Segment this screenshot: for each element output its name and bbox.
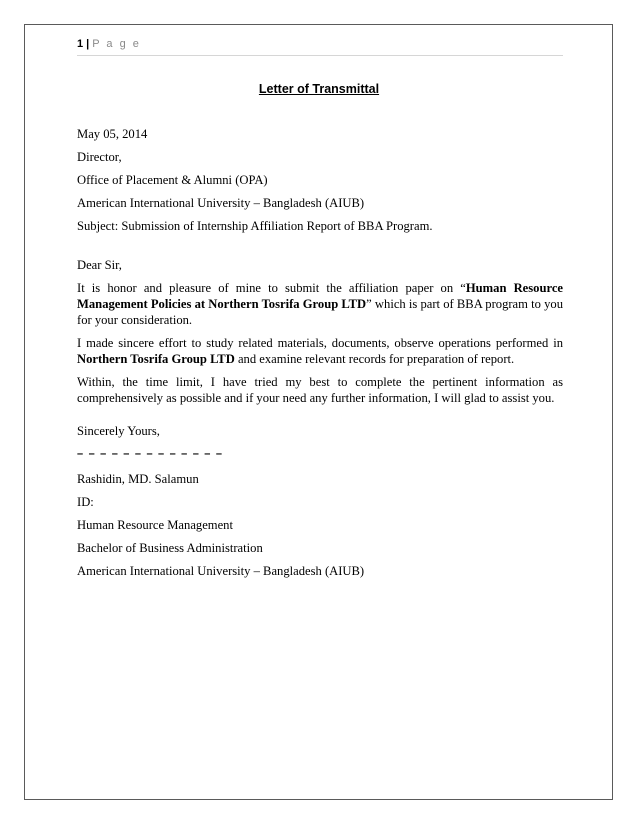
- recipient-office: Office of Placement & Alumni (OPA): [77, 173, 268, 187]
- paragraph-2-outro: and examine relevant records for preparation of report.: [234, 352, 515, 366]
- paragraph-1-intro: It is honor and pleasure of mine to submit the affiliation paper on “: [77, 281, 466, 295]
- signature-line: – – – – – – – – – – – – –: [77, 448, 224, 460]
- page-number: 1: [77, 38, 84, 50]
- page-label: P a g e: [92, 38, 141, 50]
- header-separator: |: [86, 38, 90, 50]
- sender-id: ID:: [77, 495, 94, 509]
- page-header: [77, 38, 563, 56]
- paragraph-2-intro: I made sincere effort to study related materials, documents, observe operations performed in: [77, 336, 563, 350]
- page-title: Letter of Transmittal: [258, 82, 380, 96]
- paragraph-2: [77, 335, 563, 367]
- paragraph-1-bold: Human Resource Management Policies at Northern Tosrifa Group LTD: [77, 281, 563, 311]
- salutation: Dear Sir,: [77, 258, 122, 272]
- sender-department: Human Resource Management: [77, 518, 233, 532]
- paragraph-2-bold: Northern Tosrifa Group LTD: [77, 352, 235, 366]
- closing: Sincerely Yours,: [77, 424, 160, 438]
- paragraph-1-outro: ” which is part of BBA program to you for your consideration.: [77, 297, 563, 327]
- letter-date: May 05, 2014: [77, 127, 148, 141]
- paragraph-3: Within, the time limit, I have tried my best to complete the pertinent information as comprehensively as possible and if your need any further information, I will glad to assist you.: [77, 375, 563, 405]
- sender-degree: Bachelor of Business Administration: [77, 541, 263, 555]
- letter-subject: Subject: Submission of Internship Affiliation Report of BBA Program.: [77, 219, 433, 233]
- letter-body: [77, 126, 563, 586]
- sender-name: Rashidin, MD. Salamun: [77, 472, 199, 486]
- recipient-title: Director,: [77, 150, 122, 164]
- paragraph-1: [77, 280, 563, 328]
- sender-institution: American International University – Bangladesh (AIUB): [77, 564, 365, 578]
- recipient-university: American International University – Bangladesh (AIUB): [77, 196, 365, 210]
